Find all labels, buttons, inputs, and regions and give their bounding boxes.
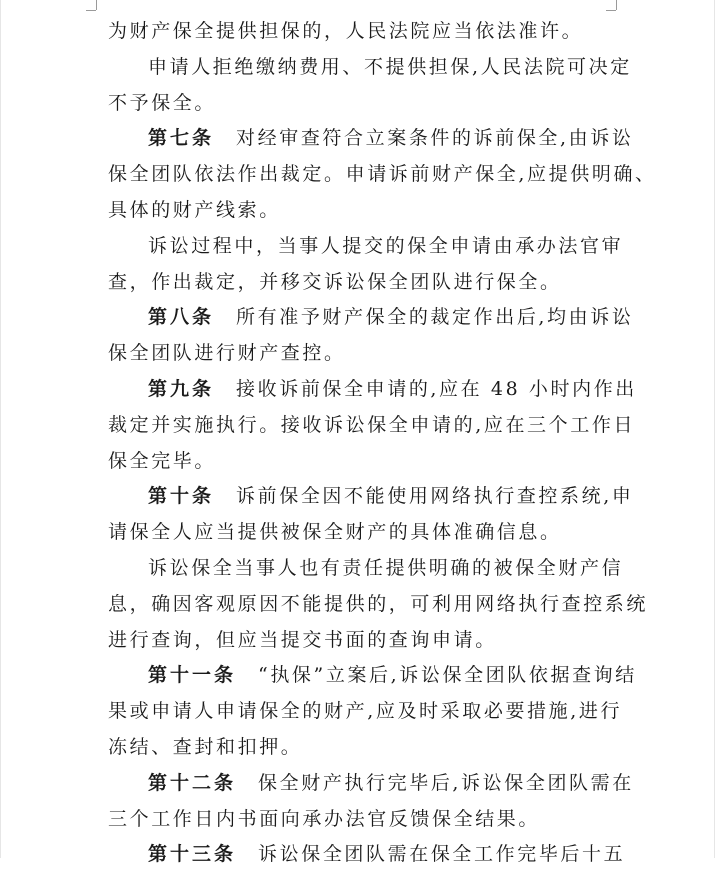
line-text: 三个工作日内书面向承办法官反馈保全结果。 <box>108 807 541 830</box>
article-line <box>108 121 634 157</box>
line-text: 所有准予财产保全的裁定作出后,均由诉讼 <box>236 306 634 329</box>
line-text: 冻结、查封和扣押。 <box>108 735 303 758</box>
line-text: 接收诉前保全申请的,应在 48 小时内作出 <box>236 377 637 400</box>
line-text: 为财产保全提供担保的，人民法院应当依法准许。 <box>108 20 584 42</box>
article-number: 第七条 <box>148 127 215 150</box>
crop-mark-top-right <box>606 0 617 10</box>
text-line <box>108 408 636 444</box>
article-number: 第八条 <box>148 306 215 329</box>
line-text: 裁定并实施执行。接收诉讼保全申请的,应在三个工作日 <box>108 413 636 436</box>
line-text: 诉讼过程中，当事人提交的保全申请由承办法官审 <box>148 234 624 257</box>
text-line <box>108 730 608 766</box>
text-line <box>108 802 608 838</box>
article-number: 第十三条 <box>148 843 237 866</box>
crop-mark-top-left-h <box>86 10 96 11</box>
line-text: 申请人拒绝缴纳费用、不提供担保,人民法院可决定 <box>148 55 632 78</box>
text-line <box>108 157 657 193</box>
line-text: 保全财产执行完毕后,诉讼保全团队需在 <box>258 771 634 794</box>
text-line <box>108 623 608 659</box>
line-text: 保全团队依法作出裁定。申请诉前财产保全,应提供明确、 <box>108 163 657 186</box>
text-line <box>108 265 608 301</box>
text-line <box>108 50 632 86</box>
article-number: 第九条 <box>148 377 215 400</box>
line-text: 查，作出裁定，并移交诉讼保全团队进行保全。 <box>108 270 562 293</box>
line-text: 对经审查符合立案条件的诉前保全,由诉讼 <box>236 127 634 150</box>
line-text: 息，确因客观原因不能提供的，可利用网络执行查控系统 <box>108 592 649 615</box>
line-text: 保全完毕。 <box>108 449 217 472</box>
text-line <box>108 86 608 122</box>
article-line <box>108 300 634 336</box>
crop-mark-top-left <box>96 0 107 10</box>
text-line <box>108 444 608 480</box>
text-line <box>108 336 608 372</box>
article-line <box>108 658 637 694</box>
article-line <box>108 766 634 802</box>
text-line <box>108 229 624 265</box>
line-text: 请保全人应当提供被保全财产的具体准确信息。 <box>108 521 562 544</box>
text-line <box>108 193 608 229</box>
line-text: 诉讼保全团队需在保全工作完毕后十五 <box>258 843 626 866</box>
text-line <box>108 551 624 587</box>
crop-mark-top-right-h <box>606 10 616 11</box>
line-text: 保全团队进行财产查控。 <box>108 342 346 365</box>
article-line <box>108 837 626 873</box>
text-line <box>108 14 608 50</box>
page-left-edge <box>0 0 1 858</box>
text-line <box>108 587 649 623</box>
article-line <box>108 372 637 408</box>
line-text: 果或申请人申请保全的财产,应及时采取必要措施,进行 <box>108 700 623 723</box>
line-text: 不予保全。 <box>108 91 217 114</box>
line-text: 具体的财产线索。 <box>108 198 281 221</box>
article-number: 第十条 <box>148 485 215 508</box>
article-number: 第十一条 <box>148 664 237 687</box>
text-line <box>108 694 623 730</box>
text-line <box>108 515 608 551</box>
document-body <box>108 14 657 873</box>
article-line <box>108 479 634 515</box>
line-text: 进行查询，但应当提交书面的查询申请。 <box>108 628 497 651</box>
line-text: 诉讼保全当事人也有责任提供明确的被保全财产信 <box>148 556 624 579</box>
article-number: 第十二条 <box>148 771 237 794</box>
line-text: “执保”立案后,诉讼保全团队依据查询结 <box>258 664 637 687</box>
line-text: 诉前保全因不能使用网络执行查控系统,申 <box>236 485 634 508</box>
